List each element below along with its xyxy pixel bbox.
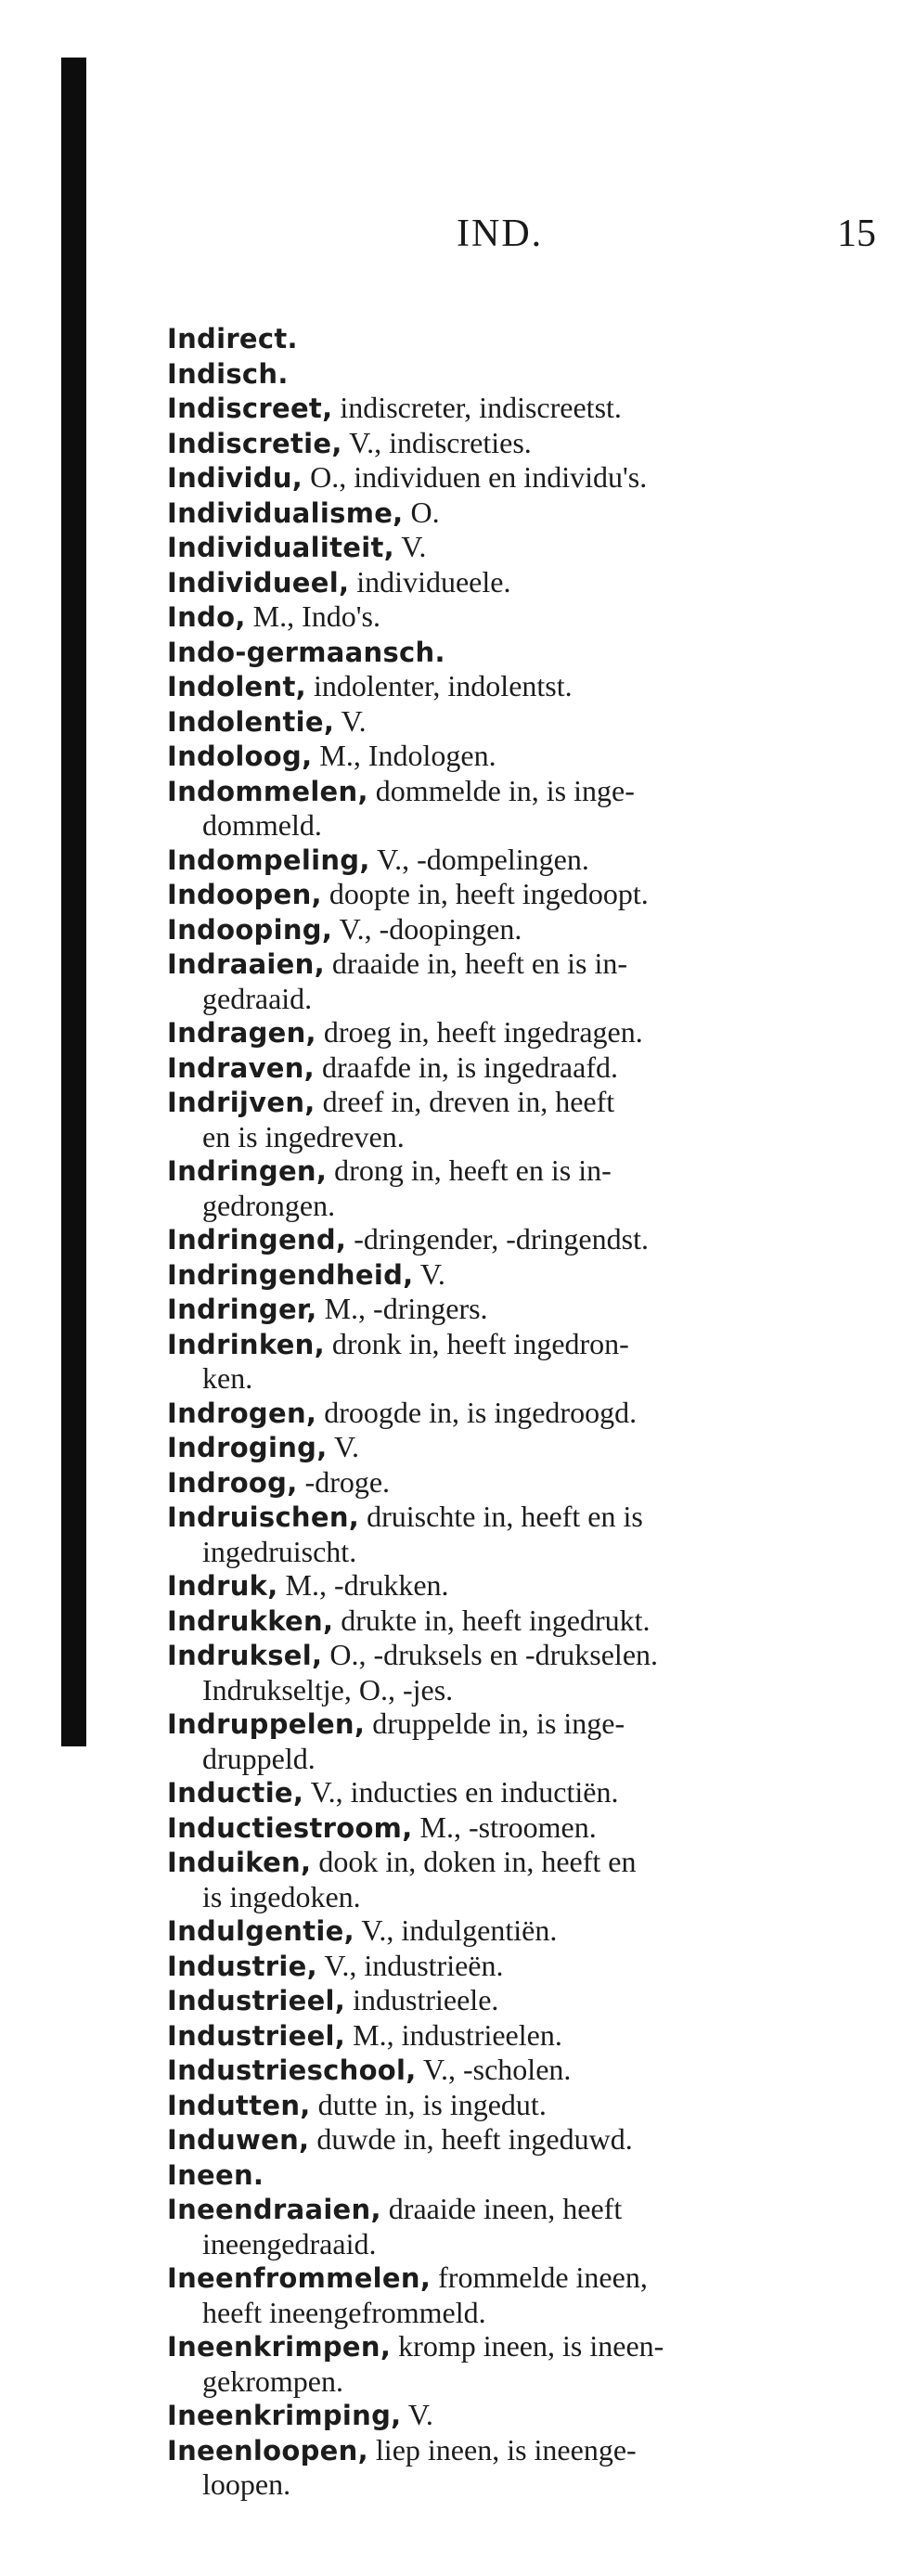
dictionary-entry [167,947,844,1015]
entry-definition: M., industrieelen. [345,2017,562,2052]
entry-continuation: dommeld. [202,808,322,842]
dictionary-entry [167,1015,844,1050]
dictionary-entry [167,1775,844,1810]
dictionary-entry [167,877,844,912]
entry-headword: Indringendheid, [167,1258,414,1291]
entry-headword: Indrijven, [167,1087,316,1118]
entry-headword: Indolentie, [167,705,335,738]
entry-definition: O. [403,495,440,529]
entry-headword: Indrogen, [167,1397,317,1429]
dictionary-entry [167,565,844,600]
entry-headword: Indirect. [167,323,298,354]
entry-headword: Inductie, [167,1777,304,1809]
entry-definition: M., -drukken. [277,1568,449,1602]
entry-continuation: ineengedraaid. [202,2226,377,2260]
entry-headword: Indisch. [167,357,289,390]
entry-headword: Ineendraaien, [167,2194,381,2225]
dictionary-entry [167,1913,844,1949]
dictionary-entry [167,1845,844,1913]
dictionary-entry [167,1568,844,1604]
dictionary-entry [167,635,844,670]
dictionary-entry [167,426,844,461]
entry-headword: Industrieel, [167,1985,346,2016]
dictionary-entry [167,2260,844,2329]
entry-headword: Ineenfrommelen, [167,2262,432,2294]
entry-headword: Indompeling, [167,844,370,876]
entry-definition: draaide in, heeft en is in- [324,947,627,980]
entry-headword: Indoloog, [167,741,313,772]
dictionary-entry [167,1222,844,1257]
entry-continuation: druppeld. [202,1741,316,1775]
entry-definition: V., indulgentiën. [354,1913,558,1947]
dictionary-entry [167,391,844,426]
dictionary-entry [167,2053,844,2088]
entry-definition: liep ineen, is ineenge- [367,2432,637,2467]
entry-headword: Indruppelen, [167,1708,366,1740]
dictionary-entry [167,2157,844,2193]
entry-headword: Inductiestroom, [167,1811,413,1844]
dictionary-entry [167,1638,844,1707]
entry-headword: Indo, [167,601,246,633]
entry-definition: doopte in, heeft ingedoopt. [321,877,649,910]
dictionary-entry [167,1983,844,2018]
entry-definition: M., Indo's. [245,599,380,633]
entry-definition: kromp ineen, is ineen- [391,2329,664,2363]
dictionary-entry [167,1430,844,1465]
dictionary-entry [167,599,844,635]
entry-definition: duwde in, heeft ingeduwd. [309,2122,633,2156]
entry-definition: O., -druksels en -drukselen. [322,1638,659,1671]
entry-continuation: gedraaid. [202,981,313,1015]
entry-headword: Indragen, [167,1017,316,1049]
entry-definition: individueele. [349,564,511,599]
dictionary-entry [167,2018,844,2054]
dictionary-entry [167,1257,844,1293]
entry-definition: draafde in, is ingedraafd. [315,1050,618,1084]
dictionary-entry [167,356,844,392]
entry-definition: -droge. [297,1464,391,1499]
dictionary-entry [167,1085,844,1153]
entry-definition: droogde in, is ingedroogd. [316,1395,638,1429]
entry-headword: Indraaien, [167,948,325,980]
entry-definition: V. [413,1256,445,1291]
dictionary-entry [167,1465,844,1501]
entry-headword: Indoopen, [167,879,322,910]
dictionary-entry [167,1050,844,1086]
dictionary-entry [167,2329,844,2398]
entry-continuation: is ingedoken. [202,1879,361,1913]
dictionary-entry [167,1604,844,1639]
entry-headword: Individualisme, [167,496,404,529]
entry-definition: V., indiscreties. [342,425,532,459]
entry-definition: drukte in, heeft ingedrukt. [333,1603,651,1637]
entry-definition: V., -doopingen. [332,911,522,946]
dictionary-entry [167,460,844,496]
entry-headword: Ineen. [167,2158,264,2191]
entry-continuation: gekrompen. [202,2363,343,2398]
entry-headword: Indruksel, [167,1640,323,1671]
entry-continuation: gedrongen. [202,1188,336,1222]
entry-definition: dreef in, dreven in, heeft [315,1085,615,1118]
dictionary-entry [167,1327,844,1396]
entry-headword: Ineenkrimpen, [167,2331,392,2363]
entry-headword: Indringer, [167,1294,317,1325]
entry-continuation: ingedruischt. [202,1534,357,1568]
entry-definition: dommelde in, is inge- [367,773,635,807]
dictionary-entry [167,669,844,704]
dictionary-entry [167,321,844,356]
entry-continuation: ken. [202,1361,253,1395]
dictionary-entry [167,1949,844,1984]
entry-headword: Indruischen, [167,1501,360,1533]
entry-definition: M., Indologen. [312,739,496,772]
entry-headword: Indo-germaansch. [167,636,445,668]
entry-continuation: loopen. [202,2467,291,2501]
entry-definition: V., -scholen. [416,2053,572,2086]
dictionary-entry [167,843,844,878]
entry-headword: Indolent, [167,671,306,702]
entry-definition: M., -dringers. [316,1292,488,1325]
dictionary-entry [167,1810,844,1846]
dictionary-entry [167,774,844,843]
entry-headword: Ineenkrimping, [167,2400,402,2431]
entry-headword: Individueel, [167,566,350,599]
entry-definition: O., individuen en individu's. [303,460,648,494]
entry-headword: Individualiteit, [167,532,394,563]
entry-headword: Ineenloopen, [167,2434,368,2467]
entry-headword: Indraven, [167,1051,315,1084]
entry-definition: drong in, heeft en is in- [327,1153,612,1187]
entry-definition: V. [327,1430,359,1463]
entry-definition: droeg in, heeft ingedragen. [316,1015,643,1049]
entry-definition: indolenter, indolentst. [305,669,573,702]
dictionary-entry [167,739,844,774]
entry-definition: V., inducties en inductiën. [303,1775,619,1809]
dictionary-entry [167,496,844,531]
dictionary-entry [167,1396,844,1431]
entry-definition: frommelde ineen, [431,2260,648,2294]
dictionary-entry [167,912,844,947]
entry-headword: Indooping, [167,913,333,946]
entry-headword: Indringen, [167,1155,328,1187]
dictionary-entry [167,1153,844,1222]
entry-definition: -dringender, -dringendst. [346,1222,649,1256]
dictionary-entry [167,1292,844,1327]
entry-definition: draaide ineen, heeft [380,2192,623,2225]
dictionary-entry [167,2433,844,2502]
entry-headword: Industrieel, [167,2019,346,2052]
entry-headword: Indrinken, [167,1328,325,1360]
entry-definition: druischte in, heeft en is [359,1500,643,1533]
entry-headword: Industrie, [167,1950,317,1982]
entry-definition: industrieele. [345,1983,499,2016]
entry-headword: Indroog, [167,1466,298,1499]
entry-continuation: heeft ineengefrommeld. [202,2295,486,2329]
entry-definition: indiscreter, indiscreetst. [332,391,622,424]
entry-definition: V. [334,703,367,738]
entry-headword: Indroging, [167,1432,328,1463]
entry-headword: Indulgentie, [167,1915,354,1947]
dictionary-entry [167,1707,844,1775]
entry-continuation: en is ingedreven. [202,1119,405,1153]
entry-definition: druppelde in, is inge- [365,1707,625,1740]
entry-definition: V. [393,530,427,563]
binding-edge [61,58,86,1746]
entry-definition: V. [401,2398,433,2431]
entry-headword: Indiscretie, [167,427,342,459]
entry-definition: V., -dompelingen. [369,842,589,876]
dictionary-entry [167,1500,844,1568]
dictionary-entries [167,321,844,2502]
page-title: IND. [457,213,544,255]
entry-headword: Indringend, [167,1224,347,1256]
entry-headword: Industrieschool, [167,2054,417,2086]
dictionary-entry [167,704,844,740]
entry-headword: Indommelen, [167,775,368,807]
entry-continuation: Indrukseltje, O., -jes. [202,1672,454,1707]
entry-headword: Individu, [167,462,303,494]
dictionary-entry [167,530,844,565]
entry-headword: Indiscreet, [167,393,333,424]
entry-definition: V., industrieën. [316,1948,504,1982]
dictionary-entry [167,2122,844,2157]
entry-definition: dook in, doken in, heeft en [311,1845,637,1878]
entry-definition: dutte in, is ingedut. [310,2087,547,2121]
entry-headword: Indrukken, [167,1604,334,1637]
running-head [0,212,915,267]
dictionary-entry [167,2398,844,2433]
entry-headword: Induiken, [167,1847,312,1878]
entry-headword: Indruk, [167,1570,278,1602]
entry-headword: Induwen, [167,2124,310,2156]
entry-headword: Indutten, [167,2089,311,2121]
entry-definition: M., -stroomen. [412,1810,597,1844]
dictionary-entry [167,2088,844,2123]
entry-definition: dronk in, heeft ingedron- [324,1326,629,1360]
dictionary-entry [167,2192,844,2260]
page-number: 15 [837,213,876,255]
